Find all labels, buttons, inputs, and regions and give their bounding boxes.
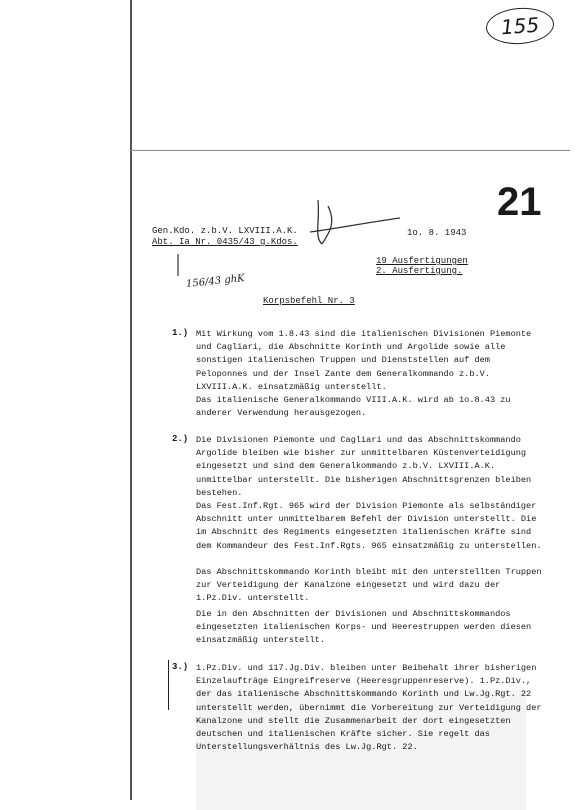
section-paragraph: Die Divisionen Piemonte und Cagliari und das Abschnittskommando Argolide bleiben wie bisher zur unmittelbaren Küstenverteidigung eingesetzt und sind dem Generalkommando z.b.V. LXVIII.A.K. unmittelbar unterstellt. Die bisherigen Abschnittsgrenzen bleiben bestehen.	[196, 435, 532, 498]
section-paragraph: Die in den Abschnitten der Divisionen und Abschnittskommandos eingesetzten italienischen Korps- und Heerestruppen werden diesen einsatzmäßig unterstellt.	[196, 609, 532, 646]
section-paragraph: Das Fest.Inf.Rgt. 965 wird der Division Piemonte als selbständiger Abschnitt unter unmittelbarem Befehl der Division unterstellt. Die im Abschnitt des Regiments eingesetzten italienischen Kräfte sind dem Kommandeur des Fest.Inf.Rgts. 965 einsatzmäßig zu unterstellen.	[196, 501, 542, 551]
section-paragraph: Mit Wirkung vom 1.8.43 sind die italienischen Divisionen Piemonte und Cagliari, die Abschnitte Korinth und Argolide sowie alle sonstigen italienischen Truppen und Dienststellen auf dem Peloponnes und der Insel Zante dem Generalkommando z.b.V. LXVIII.A.K. einsatzmäßig unterstellt.	[196, 329, 532, 392]
divider	[130, 150, 570, 151]
document-number: 21	[497, 180, 542, 224]
copy-smudge	[196, 690, 526, 810]
archive-stamp: 155	[485, 6, 555, 47]
order-title: Korpsbefehl Nr. 3	[263, 296, 355, 306]
section-paragraph: Das italienische Generalkommando VIII.A.K. wird ab 1o.8.43 zu anderer Verwendung herausgezogen.	[196, 395, 511, 419]
section-number: 2.)	[172, 434, 189, 444]
header-unit: Gen.Kdo. z.b.V. LXVIII.A.K.	[152, 226, 298, 236]
handwritten-signature	[300, 192, 410, 252]
section-number: 1.)	[172, 328, 189, 338]
copies-total: 19 Ausfertigungen	[376, 256, 468, 266]
page-edge-line	[130, 0, 132, 800]
section-paragraph: Das Abschnittskommando Korinth bleibt mit den unterstellten Truppen zur Verteidigung der Kanalzone eingesetzt und wird dazu der 1.Pz.Div. unterstellt.	[196, 567, 542, 604]
section-paragraph: 1.Pz.Div. und 117.Jg.Div. bleiben unter Beibehalt ihrer bisherigen Einzelaufträge Eingreifreserve (Heeresgruppenreserve). 1.Pz.Div., der das italienische Abschnittskommando Korinth und Lw.Jg.Rgt. 22 unterstellt werden, übernimmt die Vorbereitung zur Verteidigung der Kanalzone und stellt die Zusammenarbeit der dort eingesetzten deutschen und italienischen Kräfte sicher. Sie regelt das Unterstellungsverhältnis des Lw.Jg.Rgt. 22.	[196, 663, 542, 753]
handwritten-note: 156/43 ghK	[185, 272, 246, 291]
section-number: 3.)	[172, 662, 189, 672]
header-date: 1o. 8. 1943	[407, 228, 467, 238]
header-reference: Abt. Ia Nr. 0435/43 g.Kdos.	[152, 237, 298, 247]
handwritten-mark	[172, 252, 184, 278]
copy-number: 2. Ausfertigung.	[376, 266, 463, 276]
